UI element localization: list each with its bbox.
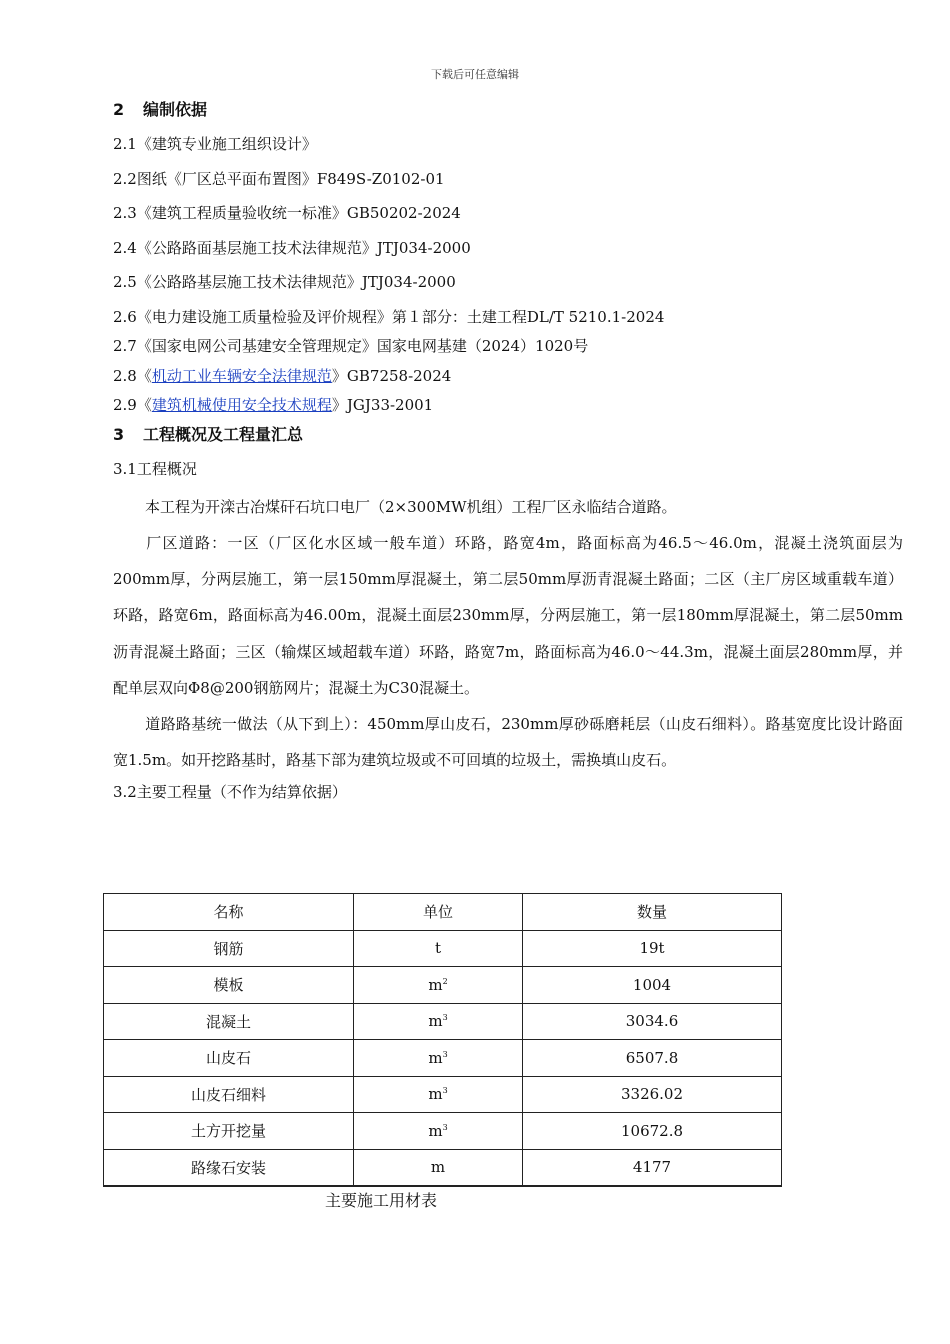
table-row (104, 1040, 782, 1077)
cell-qty: 4177 (523, 1149, 782, 1186)
reference-item: 2.7《国家电网公司基建安全管理规定》国家电网基建（2024）1020号 (113, 337, 589, 355)
section-title: 编制依据 (143, 100, 208, 119)
cell-name: 混凝土 (104, 1003, 354, 1040)
section-number: 3 (113, 424, 125, 444)
cell-qty: 3034.6 (523, 1003, 782, 1040)
section-3-heading (113, 421, 903, 455)
cell-unit: $m^3$ (354, 1040, 523, 1077)
cell-unit: $m^3$ (354, 1076, 523, 1113)
table-row (104, 1149, 782, 1186)
column-header: 单位 (354, 894, 523, 931)
section-2-heading (113, 96, 903, 130)
reference-item: 2.5《公路路基层施工技术法律规范》JTJ034-2000 (113, 273, 456, 291)
table-row (104, 1076, 782, 1113)
reference-item: 2.1《建筑专业施工组织设计》 (113, 135, 317, 153)
section-title: 工程概况及工程量汇总 (143, 424, 304, 444)
cell-name: 山皮石 (104, 1040, 354, 1077)
quantities-table (103, 893, 782, 1187)
cell-name: 路缘石安装 (104, 1149, 354, 1186)
cell-qty: 1004 (523, 967, 782, 1004)
reference-item: 2.6《电力建设施工质量检验及评价规程》第１部分：土建工程DL/T 5210.1-2024 (113, 307, 665, 326)
cell-qty: 10672.8 (523, 1113, 782, 1150)
section-number: 2 (113, 100, 125, 119)
cell-unit: $m^3$ (354, 1113, 523, 1150)
subsection-3-2-title: 3.2主要工程量（不作为结算依据） (113, 783, 347, 802)
cell-unit: t (354, 930, 523, 967)
table-caption: 主要施工用材表 (325, 1191, 438, 1210)
reference-item: 2.3《建筑工程质量验收统一标准》GB50202-2024 (113, 204, 461, 222)
cell-name: 山皮石细料 (104, 1076, 354, 1113)
table-row (104, 1003, 782, 1040)
cell-unit: $m^2$ (354, 967, 523, 1004)
reference-item: 2.9《建筑机械使用安全技术规程》JGJ33-2001 (113, 396, 434, 414)
road-paragraph: 厂区道路：一区（厂区化水区域一般车道）环路，路宽4m，路面标高为46.5～46.0m，混凝土浇筑面层为200mm厚，分两层施工，第一层150mm厚混凝土，第二层50mm厚沥青混凝土路面；二区（主厂房区域重载车道）环路，路宽6m，路面标高为46.00m，混凝土面层230mm厚，分两层施工，第一层180mm厚混凝土，第二层50mm沥青混凝土路面；三区（输煤区域超载车道）环路，路宽7m，路面标高为46.0～44.3m，混凝土面层280mm厚，并配单层双向Φ8@200钢筋网片；混凝土为C30混凝土。 (113, 534, 903, 697)
standard-link[interactable]: 建筑机械使用安全技术规程 (151, 396, 332, 414)
column-header: 数量 (523, 894, 782, 931)
cell-name: 土方开挖量 (104, 1113, 354, 1150)
reference-item: 2.2图纸《厂区总平面布置图》F849S-Z0102-01 (113, 169, 445, 188)
overview-paragraph: 本工程为开滦古冶煤矸石坑口电厂（2×300MW机组）工程厂区永临结合道路。 (145, 498, 677, 516)
cell-name: 模板 (104, 967, 354, 1004)
cell-qty: 19t (523, 930, 782, 967)
page-watermark-header: 下载后可任意编辑 (431, 68, 519, 81)
reference-item: 2.4《公路路面基层施工技术法律规范》JTJ034-2000 (113, 238, 471, 257)
table-row (104, 930, 782, 967)
document-body (113, 96, 903, 813)
table-row (104, 1113, 782, 1150)
standard-link[interactable]: 机动工业车辆安全法律规范 (151, 366, 332, 385)
reference-item: 2.8《机动工业车辆安全法律规范》GB7258-2024 (113, 366, 452, 385)
table-row (104, 967, 782, 1004)
subsection-3-1-title: 3.1工程概况 (113, 459, 197, 478)
cell-name: 钢筋 (104, 930, 354, 967)
cell-unit: m (354, 1149, 523, 1186)
cell-qty: 3326.02 (523, 1076, 782, 1113)
table-header-row (104, 894, 782, 931)
cell-qty: 6507.8 (523, 1040, 782, 1077)
column-header: 名称 (104, 894, 354, 931)
cell-unit: $m^3$ (354, 1003, 523, 1040)
subgrade-paragraph: 道路路基统一做法（从下到上）：450mm厚山皮石，230mm厚砂砾磨耗层（山皮石细料）。路基宽度比设计路面宽1.5m。如开挖路基时，路基下部为建筑垃圾或不可回填的垃圾土，需换填山皮石。 (113, 715, 903, 770)
